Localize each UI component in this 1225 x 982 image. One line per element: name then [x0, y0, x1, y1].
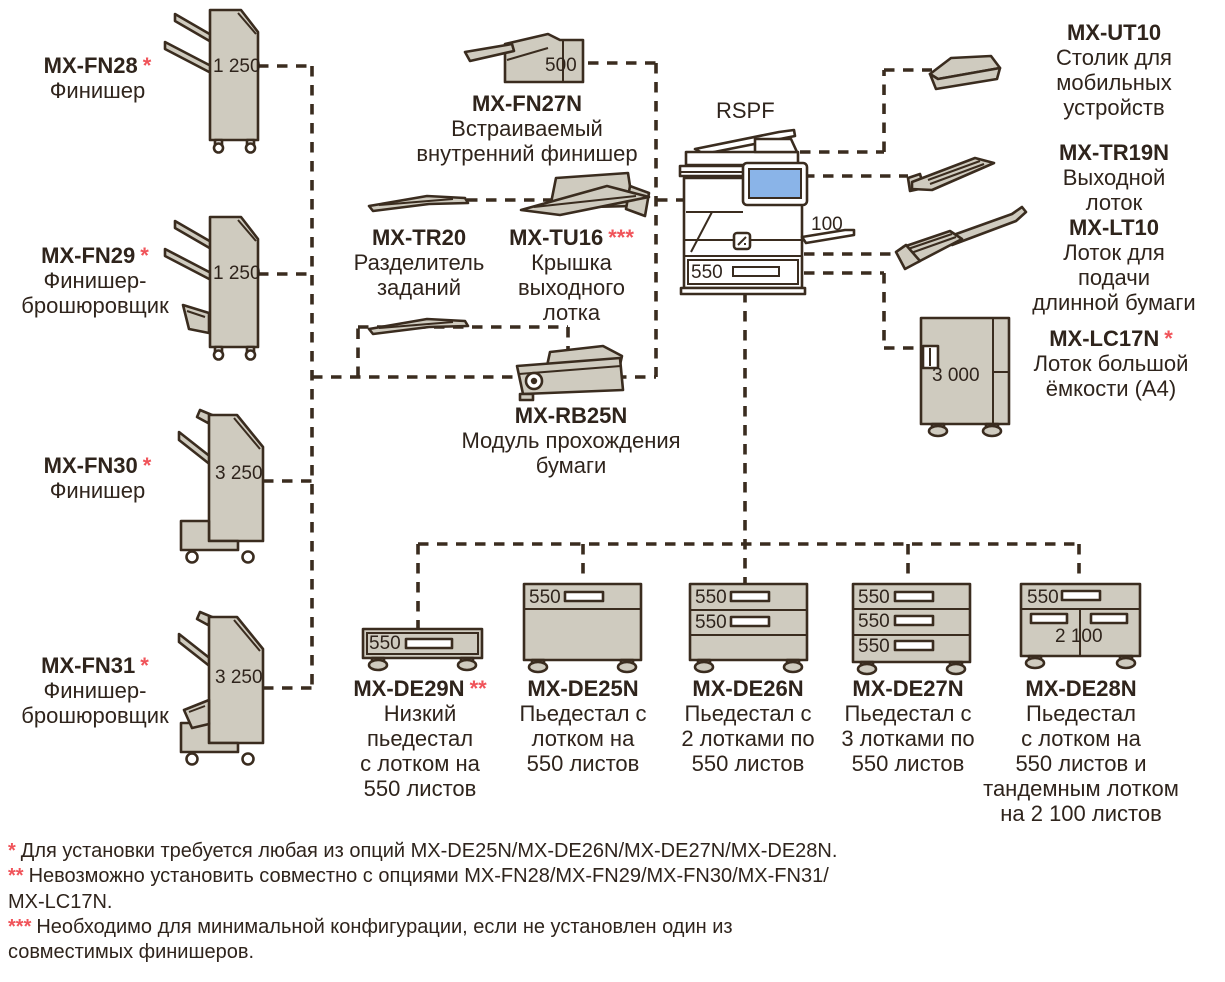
- label-mx-de28n: MX-DE28N Пьедестал с лотком на 550 листов и тандемным лотком на 2 100 листов: [981, 676, 1181, 826]
- model-row: MX-DE26N: [692, 676, 804, 701]
- label-mx-fn30: MX-FN30 * Финишер: [5, 453, 190, 503]
- model-row: MX-TU16 ***: [509, 225, 634, 250]
- capacity-mx-lc17n: 3 000: [932, 365, 980, 386]
- label-mx-tr20: MX-TR20 Разделитель заданий: [343, 225, 495, 300]
- footnote-line: MX-LC17N.: [8, 890, 113, 913]
- label-mx-ut10: MX-UT10 Столик для мобильных устройств: [1033, 20, 1195, 120]
- model-row: MX-FN31 *: [41, 653, 149, 678]
- tray-capacity: 550: [695, 612, 727, 633]
- model-row: MX-FN30 *: [43, 453, 152, 478]
- label-mx-de27n: MX-DE27N Пьедестал с 3 лотками по 550 листов: [821, 676, 995, 776]
- label-mx-fn31: MX-FN31 * Финишер- брошюровщик: [0, 653, 190, 728]
- capacity-mx-fn29: 1 250: [213, 263, 261, 284]
- job-separator-on-rb25n-illustration: [369, 319, 468, 334]
- capacity-mx-fn27n: 500: [545, 55, 577, 76]
- label-mx-lt10: MX-LT10 Лоток для подачи длинной бумаги: [1026, 215, 1202, 315]
- label-mx-tr19n: MX-TR19N Выходной лоток: [1033, 140, 1195, 215]
- tray-capacity: 550: [695, 587, 727, 608]
- model-row: MX-FN27N: [471, 91, 582, 116]
- label-mx-de29n: MX-DE29N ** Низкий пьедестал с лотком на 550 листов: [333, 676, 507, 801]
- model-row: MX-LC17N *: [1049, 326, 1173, 351]
- label-mx-de25n: MX-DE25N Пьедестал с лотком на 550 листов: [496, 676, 670, 776]
- label-mx-lc17n: MX-LC17N * Лоток большой ёмкости (A4): [1018, 326, 1204, 401]
- rspf-label: RSPF: [716, 98, 775, 123]
- mx-tr19n-illustration: [908, 158, 994, 191]
- tray-capacity: 550: [858, 587, 890, 608]
- mx-tr20-illustration: [369, 196, 468, 211]
- tray-capacity: 550: [858, 636, 890, 657]
- model-row: MX-LT10: [1068, 215, 1160, 240]
- bypass-capacity: 100: [811, 214, 843, 235]
- footnote-line: совместимых финишеров.: [8, 941, 255, 964]
- label-mx-de26n: MX-DE26N Пьедестал с 2 лотками по 550 листов: [661, 676, 835, 776]
- footnote-line: ** Невозможно установить совместно с опциями MX-FN28/MX-FN29/MX-FN30/MX-FN31/: [8, 865, 829, 888]
- tray-capacity: 550: [529, 587, 561, 608]
- mx-rb25n-illustration: [517, 346, 623, 400]
- label-mx-fn29: MX-FN29 * Финишер- брошюровщик: [0, 243, 190, 318]
- printer-drawer-capacity: 550: [691, 262, 723, 283]
- tray-capacity: 550: [1027, 587, 1059, 608]
- label-mx-rb25n: MX-RB25N Модуль прохождения бумаги: [440, 403, 702, 478]
- tandem-tray-capacity: 2 100: [1055, 626, 1103, 647]
- model-row: MX-TR19N: [1058, 140, 1169, 165]
- footnote-line: *** Необходимо для минимальной конфигурации, если не установлен один из: [8, 915, 733, 938]
- capacity-mx-fn28: 1 250: [213, 56, 261, 77]
- model-row: MX-FN28 *: [43, 53, 152, 78]
- label-mx-fn27n: MX-FN27N Встраиваемый внутренний финишер: [398, 91, 656, 166]
- model-row: MX-DE28N: [1025, 676, 1137, 701]
- mx-ut10-illustration: [930, 56, 1000, 89]
- mx-lt10-illustration: [896, 207, 1026, 269]
- footnote-line: * Для установки требуется любая из опций MX-DE25N/MX-DE26N/MX-DE27N/MX-DE28N.: [8, 840, 838, 862]
- model-row: MX-DE27N: [852, 676, 964, 701]
- footnotes: [8, 839, 908, 965]
- model-row: MX-TR20: [371, 225, 467, 250]
- model-row: MX-FN29 *: [41, 243, 149, 268]
- model-row: MX-UT10: [1066, 20, 1162, 45]
- mx-fn30-illustration: [179, 410, 263, 563]
- capacity-mx-fn30: 3 250: [215, 463, 263, 484]
- model-row: MX-RB25N: [514, 403, 628, 428]
- model-row: MX-DE25N: [527, 676, 639, 701]
- model-row: MX-DE29N **: [353, 676, 487, 701]
- label-mx-tu16: MX-TU16 *** Крышка выходного лотка: [498, 225, 645, 325]
- capacity-mx-fn31: 3 250: [215, 667, 263, 688]
- tray-capacity: 550: [858, 611, 890, 632]
- tray-capacity: 550: [369, 633, 401, 654]
- mx-tu16-illustration: [521, 173, 649, 216]
- label-mx-fn28: MX-FN28 * Финишер: [5, 53, 190, 103]
